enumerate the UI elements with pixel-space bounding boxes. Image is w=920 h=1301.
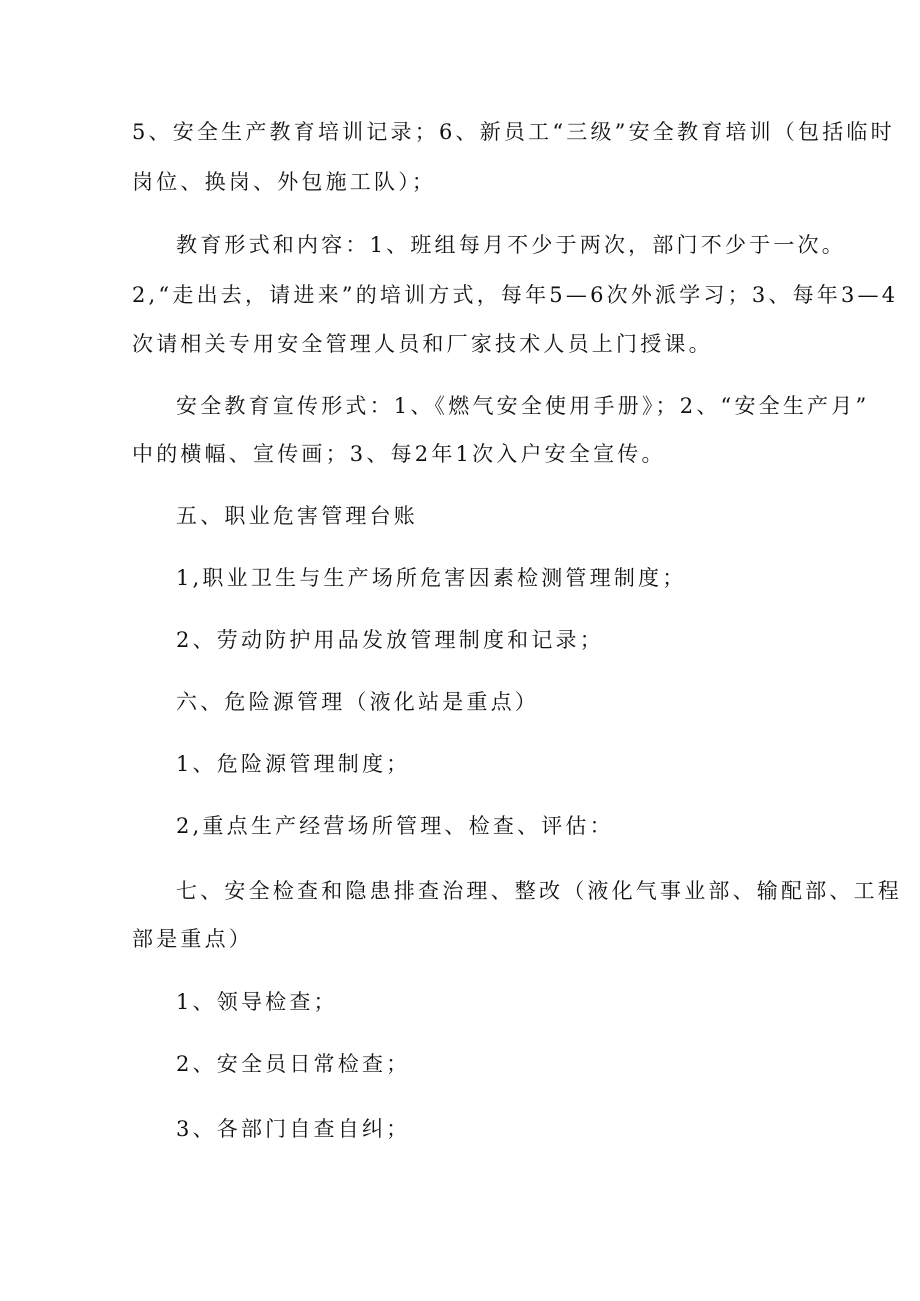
paragraph-publicity-line-2: 中的横幅、宣传画；3、每2年1次入户安全宣传。	[132, 442, 666, 466]
section-7-item-1: 1、领导检查；	[176, 990, 338, 1014]
paragraph-records-line-1: 5、安全生产教育培训记录；6、新员工“三级”安全教育培训（包括临时	[132, 120, 895, 144]
section-6-item-2: 2,重点生产经营场所管理、检查、评估：	[176, 814, 614, 838]
paragraph-publicity-line-1: 安全教育宣传形式：1、《燃气安全使用手册》；2、“安全生产月”	[176, 394, 870, 418]
paragraph-education-line-3: 次请相关专用安全管理人员和厂家技术人员上门授课。	[132, 332, 713, 356]
section-7-heading-line-2: 部是重点）	[132, 927, 253, 951]
paragraph-education-line-1: 教育形式和内容：1、班组每月不少于两次，部门不少于一次。	[176, 233, 846, 257]
paragraph-records-line-2: 岗位、换岗、外包施工队）；	[132, 170, 437, 194]
section-7-item-2: 2、安全员日常检查；	[176, 1052, 411, 1076]
paragraph-education-line-2: 2,“走出去，请进来”的培训方式，每年5—6次外派学习；3、每年3—4	[132, 283, 899, 307]
section-6-heading: 六、危险源管理（液化站是重点）	[176, 690, 539, 714]
section-5-item-2: 2、劳动防护用品发放管理制度和记录；	[176, 628, 604, 652]
section-5-heading: 五、职业危害管理台账	[176, 504, 418, 528]
section-6-item-1: 1、危险源管理制度；	[176, 752, 411, 776]
section-7-heading-line-1: 七、安全检查和隐患排查治理、整改（液化气事业部、输配部、工程	[176, 879, 902, 903]
section-5-item-1: 1,职业卫生与生产场所危害因素检测管理制度；	[176, 566, 687, 590]
section-7-item-3: 3、各部门自查自纠；	[176, 1117, 411, 1141]
